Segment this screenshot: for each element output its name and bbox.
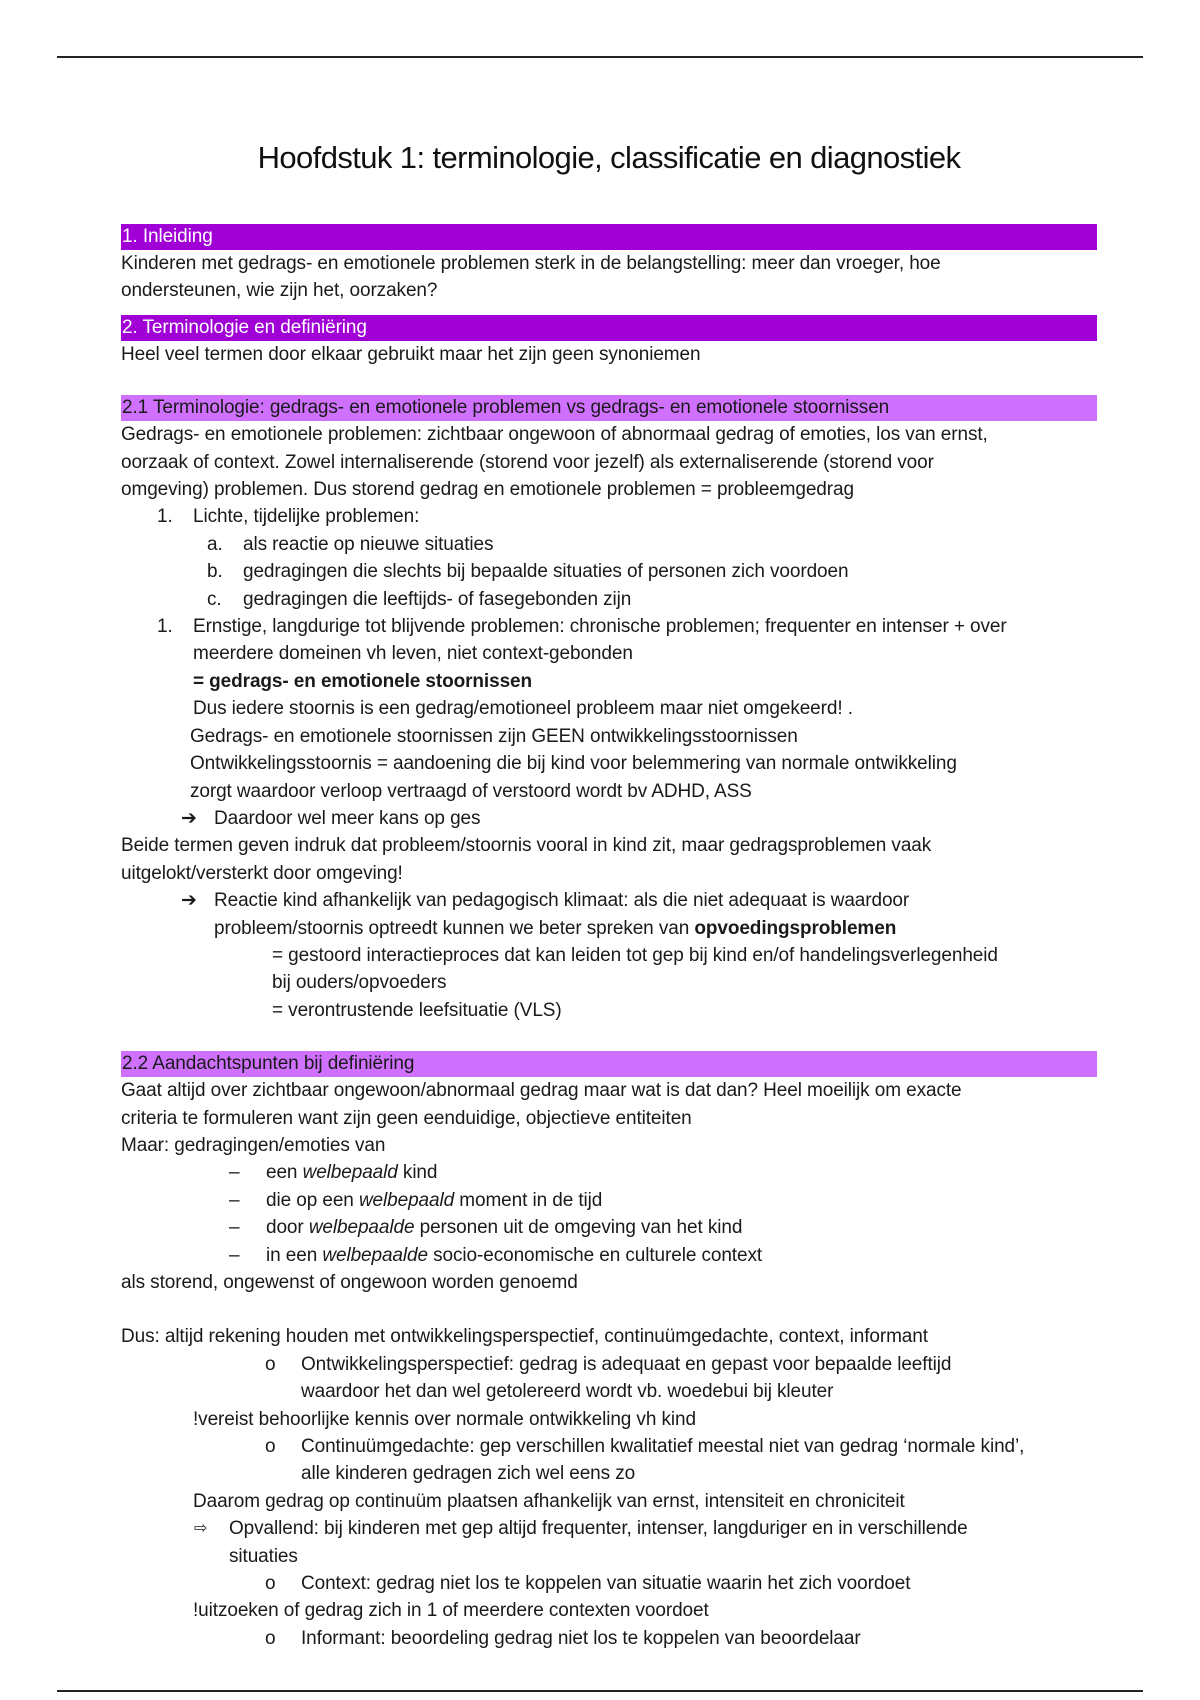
- list-number: 1.: [157, 506, 173, 528]
- italic-term: welbepaalde: [308, 1217, 415, 1239]
- list-text: Gedrags- en emotionele stoornissen zijn GEEN ontwikkelingsstoornissen: [190, 725, 798, 747]
- dash-marker: –: [229, 1162, 240, 1184]
- top-rule: [57, 56, 1143, 58]
- list-text-part: door: [266, 1217, 309, 1239]
- list-text: Ontwikkelingsstoornis = aandoening die bij kind voor belemmering van normale ontwikkeling: [190, 753, 957, 775]
- circle-bullet-icon: o: [265, 1573, 276, 1595]
- list-text: [121, 915, 1097, 942]
- list-text: Ernstige, langdurige tot blijvende problemen: chronische problemen; frequenter en intenser + over: [193, 616, 1007, 638]
- numbered-item: [121, 503, 1097, 530]
- paragraph-line: Gedrags- en emotionele problemen: zichtbaar ongewoon of abnormaal gedrag of emoties, los van ernst,: [121, 424, 988, 446]
- list-text: Lichte, tijdelijke problemen:: [193, 506, 420, 528]
- paragraph-line: Kinderen met gedrags- en emotionele problemen sterk in de belangstelling: meer dan vroeger, hoe: [121, 253, 941, 274]
- section-heading-terminologie: 2. Terminologie en definiëring: [121, 315, 1097, 341]
- paragraph-line: ondersteunen, wie zijn het, oorzaken?: [121, 280, 438, 302]
- bold-term: opvoedingsproblemen: [694, 917, 897, 939]
- arrow-item: [121, 805, 1097, 832]
- list-text: Informant: beoordeling gedrag niet los te koppelen van beoordelaar: [301, 1627, 861, 1649]
- list-text: zorgt waardoor verloop vertraagd of verstoord wordt bv ADHD, ASS: [190, 780, 752, 802]
- circle-bullet-item: [121, 1570, 1097, 1597]
- list-letter: a.: [207, 533, 223, 555]
- list-text: waardoor het dan wel getolereerd wordt vb. woedebui bij kleuter: [301, 1381, 834, 1403]
- list-text: situaties: [229, 1545, 298, 1567]
- circle-bullet-icon: o: [265, 1353, 276, 1375]
- subsection-heading-2-1: 2.1 Terminologie: gedrags- en emotionele problemen vs gedrags- en emotionele stoornissen: [121, 395, 1097, 421]
- italic-term: welbepaalde: [322, 1244, 428, 1266]
- paragraph-line: criteria te formuleren want zijn geen eenduidige, objectieve entiteiten: [121, 1107, 692, 1129]
- list-text-part: die op een: [266, 1189, 359, 1211]
- arrow-right-icon: ➔: [181, 890, 197, 912]
- italic-term: welbepaald: [302, 1162, 398, 1184]
- letter-item: [121, 586, 1097, 613]
- arrow-right-icon: ➔: [181, 807, 197, 829]
- paragraph-line: Dus: altijd rekening houden met ontwikkelingsperspectief, continuümgedachte, context, informant: [121, 1326, 928, 1348]
- dash-item: [121, 1242, 1097, 1269]
- list-text: [121, 1242, 1097, 1269]
- list-text: bij ouders/opvoeders: [272, 972, 447, 994]
- note-line: !vereist behoorlijke kennis over normale ontwikkeling vh kind: [193, 1408, 696, 1430]
- list-text: als reactie op nieuwe situaties: [243, 533, 494, 555]
- paragraph-line: Heel veel termen door elkaar gebruikt maar het zijn geen synoniemen: [121, 343, 701, 365]
- list-text: gedragingen die leeftijds- of fasegebonden zijn: [243, 588, 632, 610]
- list-text: Reactie kind afhankelijk van pedagogisch klimaat: als die niet adequaat is waardoor: [214, 890, 910, 912]
- paragraph-line: als storend, ongewenst of ongewoon worden genoemd: [121, 1272, 578, 1293]
- list-text: = verontrustende leefsituatie (VLS): [272, 999, 562, 1021]
- section-heading-inleiding: 1. Inleiding: [121, 224, 1097, 250]
- arrow-item: [121, 1515, 1097, 1542]
- list-number: 1.: [157, 616, 173, 638]
- list-text-part: kind: [397, 1162, 438, 1184]
- bold-term: = gedrags- en emotionele stoornissen: [193, 670, 533, 692]
- list-text-part: een: [266, 1162, 303, 1184]
- dash-item: [121, 1187, 1097, 1214]
- dash-marker: –: [229, 1217, 240, 1239]
- outline-arrow-icon: ⇨: [194, 1520, 208, 1538]
- note-line: !uitzoeken of gedrag zich in 1 of meerdere contexten voordoet: [193, 1600, 709, 1622]
- list-text-bold: [121, 668, 1097, 695]
- list-text: = gestoord interactieproces dat kan leiden tot gep bij kind en/of handelingsverlegenheid: [272, 944, 998, 966]
- list-text: Dus iedere stoornis is een gedrag/emotioneel probleem maar niet omgekeerd! .: [193, 698, 853, 720]
- list-letter: c.: [207, 588, 222, 610]
- paragraph-line: Gaat altijd over zichtbaar ongewoon/abnormaal gedrag maar wat is dat dan? Heel moeilijk om exacte: [121, 1080, 962, 1102]
- list-text-part: moment in de tijd: [454, 1189, 603, 1211]
- arrow-item: [121, 887, 1097, 914]
- list-text-part: socio-economische en culturele context: [427, 1244, 763, 1266]
- dash-marker: –: [229, 1189, 240, 1211]
- list-text: [121, 1187, 1097, 1214]
- list-text-part: probleem/stoornis optreedt kunnen we beter spreken van: [214, 917, 695, 939]
- paragraph-line: omgeving) problemen. Dus storend gedrag en emotionele problemen = probleemgedrag: [121, 479, 854, 501]
- list-text: Ontwikkelingsperspectief: gedrag is adequaat en gepast voor bepaalde leeftijd: [301, 1353, 952, 1375]
- list-text: Continuümgedachte: gep verschillen kwalitatief meestal niet van gedrag ‘normale kind’,: [301, 1436, 1025, 1458]
- dash-item: [121, 1214, 1097, 1241]
- letter-item: [121, 558, 1097, 585]
- list-text-part: personen uit de omgeving van het kind: [414, 1217, 743, 1239]
- note-line: Daarom gedrag op continuüm plaatsen afhankelijk van ernst, intensiteit en chroniciteit: [193, 1490, 905, 1512]
- list-text: alle kinderen gedragen zich wel eens zo: [301, 1463, 636, 1485]
- list-text: Daardoor wel meer kans op ges: [214, 807, 481, 829]
- list-text: [121, 1214, 1097, 1241]
- paragraph-line: Beide termen geven indruk dat probleem/stoornis vooral in kind zit, maar gedragsproblemen vaak: [121, 835, 932, 857]
- list-text: Context: gedrag niet los te koppelen van situatie waarin het zich voordoet: [301, 1573, 911, 1595]
- paragraph-line: uitgelokt/versterkt door omgeving!: [121, 862, 403, 884]
- circle-bullet-item: [121, 1625, 1097, 1652]
- list-text: meerdere domeinen vh leven, niet context-gebonden: [193, 643, 633, 665]
- italic-term: welbepaald: [358, 1189, 455, 1211]
- dash-marker: –: [229, 1244, 240, 1266]
- letter-item: [121, 531, 1097, 558]
- dash-item: [121, 1159, 1097, 1186]
- list-text: [121, 1159, 1097, 1186]
- paragraph-line: oorzaak of context. Zowel internaliserende (storend voor jezelf) als externaliserende (storend voor: [121, 451, 934, 473]
- document-body: [121, 130, 1097, 1652]
- list-letter: b.: [207, 561, 223, 583]
- circle-bullet-icon: o: [265, 1436, 276, 1458]
- circle-bullet-item: [121, 1433, 1097, 1460]
- circle-bullet-icon: o: [265, 1627, 276, 1649]
- list-text: gedragingen die slechts bij bepaalde situaties of personen zich voordoen: [243, 561, 849, 583]
- bottom-rule: [57, 1690, 1143, 1692]
- subsection-heading-2-2: 2.2 Aandachtspunten bij definiëring: [121, 1051, 1097, 1077]
- circle-bullet-item: [121, 1351, 1097, 1378]
- page-title: Hoofdstuk 1: terminologie, classificatie en diagnostiek: [257, 140, 961, 175]
- numbered-item: [121, 613, 1097, 640]
- list-text: Opvallend: bij kinderen met gep altijd frequenter, intenser, langduriger en in verschillende: [229, 1518, 968, 1540]
- list-text-part: in een: [266, 1244, 323, 1266]
- paragraph-line: Maar: gedragingen/emoties van: [121, 1134, 386, 1156]
